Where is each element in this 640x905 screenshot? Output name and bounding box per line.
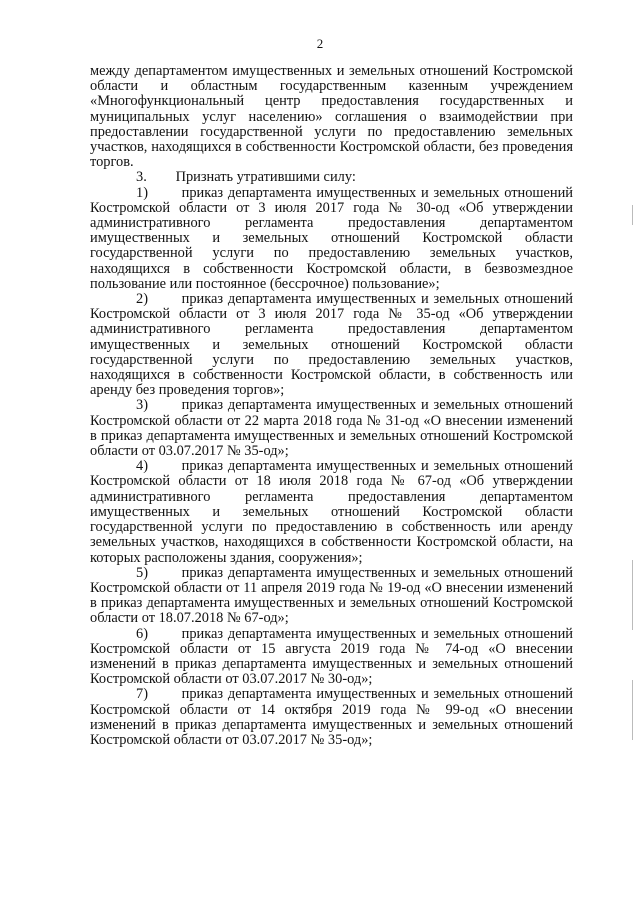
- scan-edge-mark: [632, 680, 633, 740]
- page-number: 2: [316, 36, 324, 51]
- list-item: 4) приказ департамента имущественных и земельных отношений Костромской области от 18 июля 2018 года № 67-од «Об утверждении административного регламента предоставления департаментом имущественных и земельных отношений Костромской области государственной услуги по предоставлению в собственность или аренду земельных участков, находящихся в собственности Костромской области, на которых расположены здания, сооружения»;: [90, 458, 573, 566]
- section-3-heading: 3. Признать утратившими силу:: [136, 169, 356, 186]
- scan-edge-mark: [632, 205, 633, 225]
- paragraph-continuation: между департаментом имущественных и земельных отношений Костромской области и областным государственным казенным учреждением «Многофункциональный центр предоставления государственных и муниципальных услуг населению» соглашения о взаимодействии при предоставлении государственной услуги по предоставлению земельных участков, находящихся в собственности Костромской области, без проведения торгов.: [90, 63, 573, 171]
- document-body: [90, 64, 573, 748]
- list-item: 7) приказ департамента имущественных и земельных отношений Костромской области от 14 октября 2019 года № 99-од «О внесении изменений в приказ департамента имущественных и земельных отношений Костромской области от 03.07.2017 № 35-од»;: [90, 686, 573, 748]
- list-item: 6) приказ департамента имущественных и земельных отношений Костромской области от 15 августа 2019 года № 74-од «О внесении изменений в приказ департамента имущественных и земельных отношений Костромской области от 03.07.2017 № 30-од»;: [90, 625, 573, 688]
- list-item: 2) приказ департамента имущественных и земельных отношений Костромской области от 3 июля 2017 года № 35-од «Об утверждении административного регламента предоставления департаментом имущественных и земельных отношений Костромской области государственной услуги по предоставлению земельных участков, находящихся в собственности Костромской области, в собственность или аренду без проведения торгов»;: [90, 291, 573, 399]
- list-item: 3) приказ департамента имущественных и земельных отношений Костромской области от 22 марта 2018 года № 31-од «О внесении изменений в приказ департамента имущественных и земельных отношений Костромской области от 03.07.2017 № 35-од»;: [90, 397, 573, 460]
- scan-edge-mark: [632, 560, 633, 630]
- list-item: 5) приказ департамента имущественных и земельных отношений Костромской области от 11 апреля 2019 года № 19-од «О внесении изменений в приказ департамента имущественных и земельных отношений Костромской области от 18.07.2018 № 67-од»;: [90, 564, 573, 627]
- list-item: 1) приказ департамента имущественных и земельных отношений Костромской области от 3 июля 2017 года № 30-од «Об утверждении административного регламента предоставления департаментом имущественных и земельных отношений Костромской области государственной услуги по предоставлению земельных участков, находящихся в собственности Костромской области, в безвозмездное пользование или постоянное (бессрочное) пользование»;: [90, 184, 573, 292]
